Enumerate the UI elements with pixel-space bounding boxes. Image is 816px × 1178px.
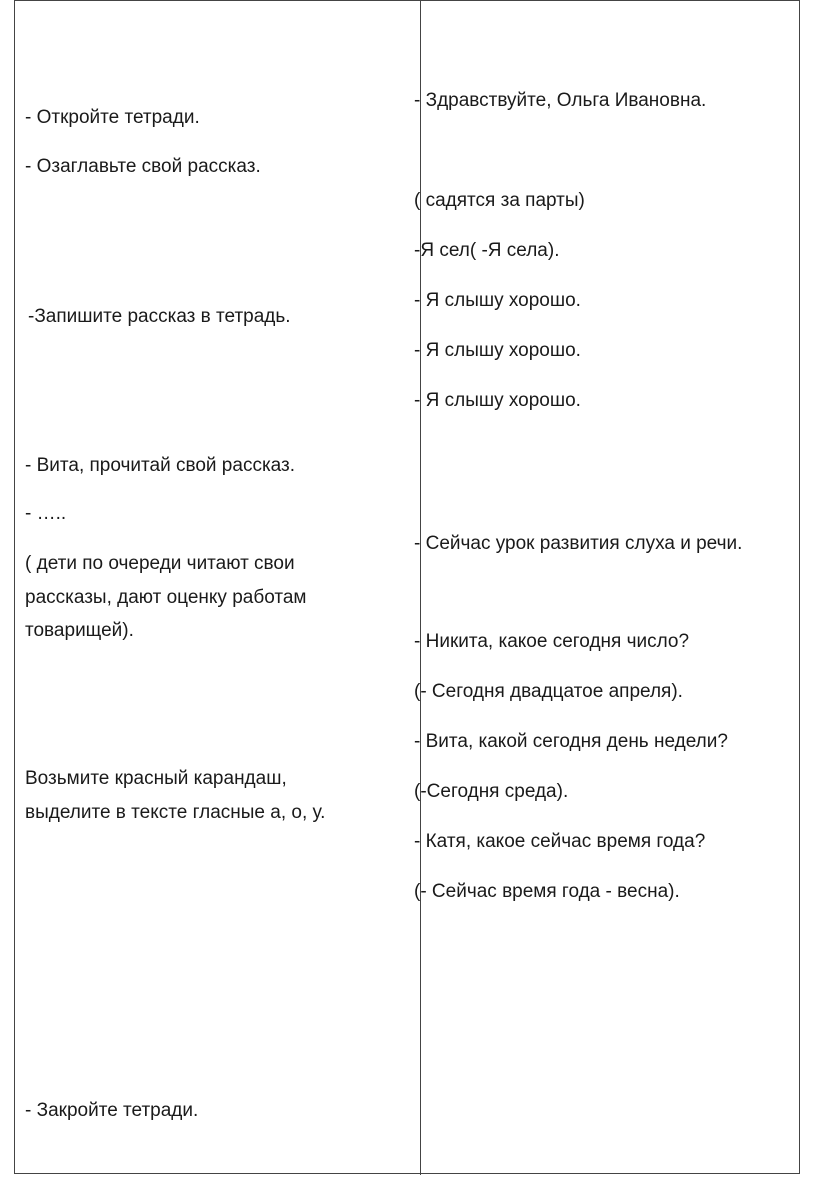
student-line-greeting: - Здравствуйте, Ольга Ивановна.: [414, 90, 707, 111]
teacher-line-ellipsis: - …..: [25, 503, 67, 524]
student-line-sat-down: -Я сел( -Я села).: [414, 240, 560, 261]
teacher-line-vita-read: - Вита, прочитай свой рассказ.: [25, 455, 296, 476]
student-line-nikita-date: - Никита, какое сегодня число?: [414, 631, 690, 652]
student-line-answer-season: (- Сейчас время года - весна).: [414, 881, 680, 902]
teacher-line-title-story: - Озаглавьте свой рассказ.: [25, 156, 261, 177]
teacher-line-open-notebooks: - Откройте тетради.: [25, 107, 200, 128]
student-line-vita-weekday: - Вита, какой сегодня день недели?: [414, 731, 728, 752]
student-line-answer-date: (- Сегодня двадцатое апреля).: [414, 681, 683, 702]
teacher-line-children-read-1: ( дети по очереди читают свои: [25, 553, 295, 574]
column-divider: [420, 1, 421, 1175]
teacher-line-children-read-2: рассказы, дают оценку работам: [25, 587, 307, 608]
student-line-hear-well-2: - Я слышу хорошо.: [414, 340, 581, 361]
student-line-sit-down: ( садятся за парты): [414, 190, 585, 211]
teacher-line-red-pencil-2: выделите в тексте гласные а, о, у.: [25, 802, 326, 823]
teacher-line-write-story: -Запишите рассказ в тетрадь.: [28, 306, 291, 327]
teacher-line-children-read-3: товарищей).: [25, 620, 134, 641]
teacher-line-red-pencil-1: Возьмите красный карандаш,: [25, 768, 287, 789]
teacher-line-close-notebooks: - Закройте тетради.: [25, 1100, 199, 1121]
student-line-katya-season: - Катя, какое сейчас время года?: [414, 831, 706, 852]
student-line-lesson-topic: - Сейчас урок развития слуха и речи.: [414, 533, 743, 554]
student-line-hear-well-3: - Я слышу хорошо.: [414, 390, 581, 411]
student-line-hear-well-1: - Я слышу хорошо.: [414, 290, 581, 311]
student-line-answer-weekday: (-Сегодня среда).: [414, 781, 569, 802]
